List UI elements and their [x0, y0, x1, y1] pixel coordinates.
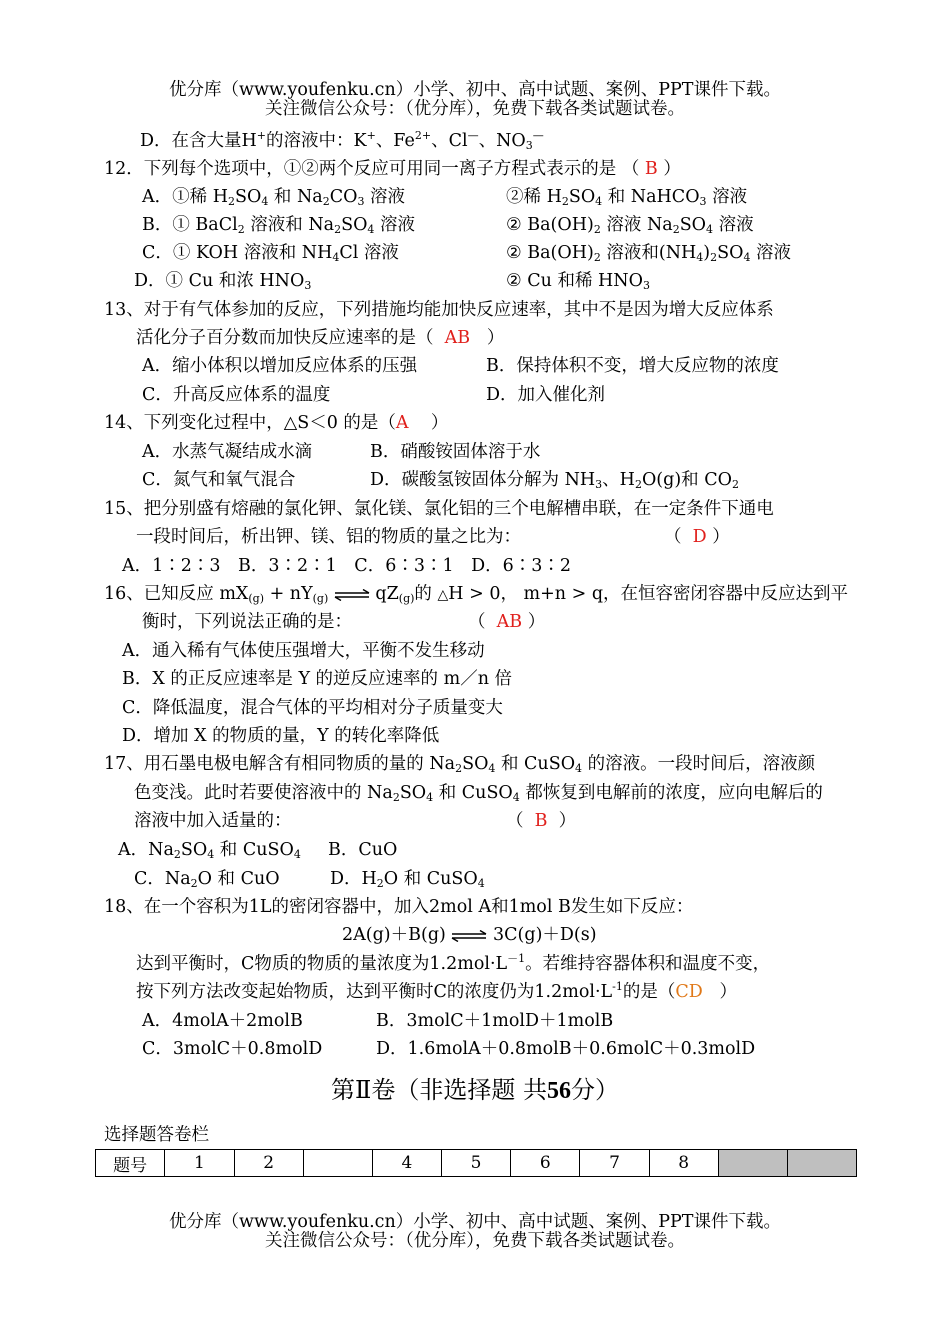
q17-option-a: A．$Na_2SO_4$ 和 CuSO$_4$: [118, 840, 301, 861]
answer-grid-cell-shaded: [787, 1150, 856, 1177]
answer-grid-cell: [303, 1150, 372, 1177]
q13-stem-line-2: 活化分子百分数而加快反应速率的是（ AB ）: [136, 328, 505, 348]
q16-option-a: A．通入稀有气体使压强增大，平衡不发生移动: [122, 641, 485, 661]
q15-options: A．1∶2∶3 B．3∶2∶1 C．6∶3∶1 D．6∶3∶2: [122, 556, 572, 576]
q17-answer: B: [534, 811, 548, 831]
q17-stem-line-2: 色变浅。此时若要使溶液中的 $Na_2SO_4$ 和 CuSO$_4$ 都恢复到电解前的浓度，应向电解后的: [134, 783, 823, 804]
q12-option-a-right: ②稀 $H_2SO_4$ 和 NaHCO$_3$ 溶液: [506, 187, 748, 208]
answer-grid-cell: 7: [580, 1150, 649, 1177]
header-line-1: 优分库（www.youfenku.cn）小学、初中、高中试题、案例、PPT课件下载。: [169, 80, 781, 100]
q18-equation: 2A(g)＋B(g) 3C(g)＋D(s): [342, 925, 597, 945]
q17-option-c: C．$Na_2O$ 和 CuO: [134, 869, 280, 890]
q12-option-c-right: ② $Ba(OH)_2$ 溶液和$(NH_4)_2SO_4$ 溶液: [506, 243, 792, 264]
q18-answer: CD: [675, 982, 703, 1002]
section-2-title: 第Ⅱ卷（非选择题 共56分）: [331, 1076, 619, 1104]
q16-answer: AB: [496, 612, 523, 632]
q16-option-b: B．X 的正反应速率是 Y 的逆反应速率的 m／n 倍: [122, 669, 513, 689]
answer-grid-cell: 5: [441, 1150, 510, 1177]
q12-option-a-left: A．①稀 $H_2SO_4$ 和 $Na_2CO_3$ 溶液: [142, 187, 406, 208]
q17-stem-line-3: 溶液中加入适量的：: [134, 811, 292, 831]
q13-option-b: B．保持体积不变，增大反应物的浓度: [486, 356, 779, 376]
q12-option-b-left: B．① BaCl$_2$ 溶液和 $Na_2SO_4$ 溶液: [142, 215, 415, 236]
q16-stem-line-2: 衡时，下列说法正确的是：: [142, 612, 352, 632]
answer-grid-cell: 8: [649, 1150, 718, 1177]
q13-option-c: C．升高反应体系的温度: [142, 385, 331, 405]
q12-option-d-right: ② Cu 和稀 $HNO_3$: [506, 271, 650, 292]
q17-option-b: B．CuO: [328, 840, 398, 860]
q16-answer-bracket: （ AB ）: [468, 612, 546, 632]
q18-option-c: C．3molC＋0.8molD: [142, 1039, 323, 1059]
q13-option-a: A．缩小体积以增加反应体系的压强: [142, 356, 418, 376]
q12-option-c-left: C．① KOH 溶液和 $NH_4Cl$ 溶液: [142, 243, 399, 264]
header-line-2: 关注微信公众号：（优分库），免费下载各类试题试卷。: [265, 99, 685, 119]
answer-grid-header: 题号: [96, 1150, 165, 1177]
answer-grid-row: [96, 1150, 857, 1177]
q18-stem-line-1: 18、在一个容积为1L的密闭容器中，加入2mol A和1mol B发生如下反应：: [104, 897, 694, 917]
q18-stem-line-3: 达到平衡时，C物质的物质的量浓度为$1.2mol\cdot L^{-1}$。若维持容器体积和温度不变，: [136, 952, 771, 974]
q14-option-c: C．氮气和氧气混合: [142, 470, 296, 490]
q16-option-d: D．增加 X 的物质的量，Y 的转化率降低: [122, 726, 440, 746]
answer-grid-cell-shaded: [718, 1150, 787, 1177]
q14-option-d: D．碳酸氢铵固体分解为 $NH_3$、$H_2O(g)$和 $CO_2$: [370, 470, 739, 491]
q14-option-b: B．硝酸铵固体溶于水: [370, 442, 541, 462]
q18-option-a: A．4molA＋2molB: [142, 1011, 303, 1031]
q18-option-d: D．1.6molA＋0.8molB＋0.6molC＋0.3molD: [376, 1039, 756, 1059]
equilibrium-arrow-icon: [451, 930, 487, 942]
q15-answer-bracket: （ D ）: [664, 527, 730, 547]
q17-answer-bracket: （ B ）: [506, 811, 577, 831]
q13-stem-line-1: 13、对于有气体参加的反应，下列措施均能加快反应速率，其中不是因为增大反应体系: [104, 300, 774, 320]
answer-grid-cell: 4: [372, 1150, 441, 1177]
answer-grid-label: 选择题答卷栏: [104, 1125, 209, 1145]
answer-grid: [95, 1149, 857, 1177]
q14-option-a: A．水蒸气凝结成水滴: [142, 442, 313, 462]
footer-line-2: 关注微信公众号：（优分库），免费下载各类试题试卷。: [265, 1231, 685, 1251]
q12-option-b-right: ② $Ba(OH)_2$ 溶液 $Na_2SO_4$ 溶液: [506, 215, 754, 236]
q14-stem: 14、下列变化过程中，△S＜0 的是（A ）: [104, 413, 449, 433]
q16-option-c: C．降低温度，混合气体的平均相对分子质量变大: [122, 698, 503, 718]
answer-grid-cell: 6: [511, 1150, 580, 1177]
answer-grid-cell: 1: [165, 1150, 234, 1177]
footer-line-1: 优分库（www.youfenku.cn）小学、初中、高中试题、案例、PPT课件下载。: [169, 1212, 781, 1232]
q18-option-b: B．3molC＋1molD＋1molB: [376, 1011, 614, 1031]
q12-answer: B: [644, 159, 658, 179]
equilibrium-arrow-icon: [334, 589, 370, 601]
q12-option-d-left: D．① Cu 和浓 $HNO_3$: [134, 271, 312, 292]
q15-answer: D: [692, 527, 707, 547]
q14-answer: A: [395, 413, 409, 433]
q16-stem-line-1: 16、已知反应 $mX_{(g)} + nY_{(g)}$ $qZ_{(g)}$的 △H > 0， m+n > q，在恒容密闭容器中反应达到平: [104, 584, 849, 605]
q15-stem-line-2: 一段时间后，析出钾、镁、铝的物质的量之比为：: [136, 527, 521, 547]
q17-stem-line-1: 17、用石墨电极电解含有相同物质的量的 $Na_2SO_4$ 和 CuSO$_4$ 的溶液。一段时间后，溶液颜: [104, 754, 816, 775]
q15-stem-line-1: 15、把分别盛有熔融的氯化钾、氯化镁、氯化铝的三个电解槽串联，在一定条件下通电: [104, 499, 774, 519]
q13-answer: AB: [444, 328, 471, 348]
q17-option-d: D．$H_2O$ 和 CuSO$_4$: [330, 869, 485, 890]
q18-stem-line-4: 按下列方法改变起始物质，达到平衡时C的浓度仍为$1.2mol\cdot L^{-1}$的是（CD ）: [136, 980, 737, 1002]
q11-option-d: D．在含大量H+的溶液中：K+、$Fe^{2+}$、Cl—、$NO_3^—$: [140, 129, 544, 152]
q12-stem: 12．下列每个选项中，①②两个反应可用同一离子方程式表示的是 （ B ）: [104, 159, 681, 179]
q13-option-d: D．加入催化剂: [486, 385, 606, 405]
answer-grid-cell: 2: [234, 1150, 303, 1177]
